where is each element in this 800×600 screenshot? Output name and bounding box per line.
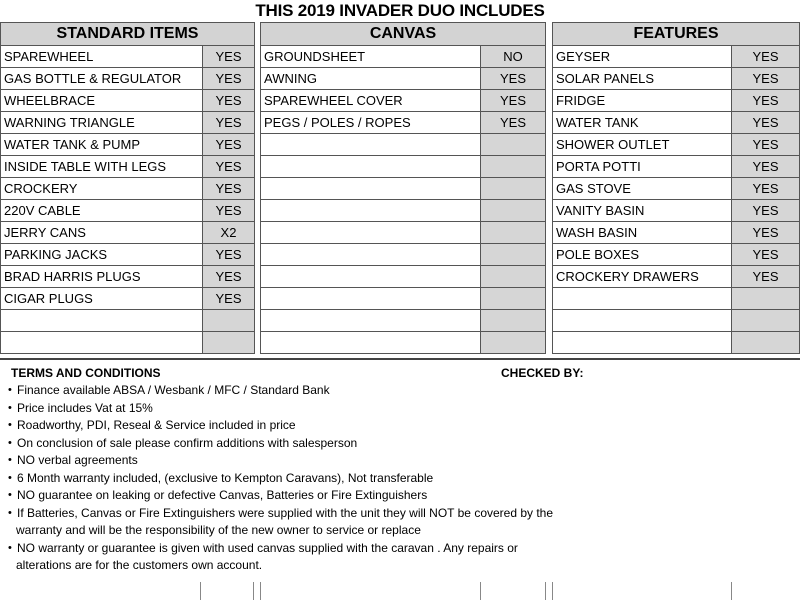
table-row: [261, 178, 546, 200]
terms-item: [8, 557, 608, 575]
item-name: [1, 332, 203, 354]
item-name: GEYSER: [553, 46, 732, 68]
table-row: [1, 266, 255, 288]
bullet-icon: •: [8, 489, 12, 501]
item-name: FRIDGE: [553, 90, 732, 112]
item-name: SPAREWHEEL: [1, 46, 203, 68]
table-row: [553, 222, 800, 244]
item-value: YES: [203, 288, 255, 310]
item-value: [732, 288, 800, 310]
table-row: [261, 222, 546, 244]
item-value: YES: [203, 46, 255, 68]
table-row: [261, 68, 546, 90]
table-row: [261, 134, 546, 156]
item-name: WHEELBRACE: [1, 90, 203, 112]
terms-item: [8, 417, 608, 435]
terms-text: Finance available ABSA / Wesbank / MFC / Standard Bank: [17, 383, 330, 397]
terms-item: [8, 382, 608, 400]
terms-item: [8, 505, 608, 523]
item-name: GAS BOTTLE & REGULATOR: [1, 68, 203, 90]
item-name: [261, 332, 481, 354]
table-row: [1, 244, 255, 266]
table-row: [261, 156, 546, 178]
item-value: [481, 288, 546, 310]
bullet-icon: •: [8, 471, 12, 484]
item-value: [481, 244, 546, 266]
item-name: JERRY CANS: [1, 222, 203, 244]
item-value: [481, 178, 546, 200]
item-name: [261, 310, 481, 332]
item-value: YES: [732, 46, 800, 68]
terms-item: [8, 400, 608, 418]
terms-text: If Batteries, Canvas or Fire Extinguishers were supplied with the unit they will NOT be covered by the: [17, 505, 554, 520]
item-value: [481, 134, 546, 156]
item-value: YES: [732, 156, 800, 178]
table-row: [261, 112, 546, 134]
item-value: [203, 332, 255, 354]
item-value: [732, 332, 800, 354]
item-value: YES: [732, 178, 800, 200]
item-name: [553, 310, 732, 332]
table-row: [261, 266, 546, 288]
item-name: POLE BOXES: [553, 244, 732, 266]
canvas-table: [260, 22, 546, 354]
terms-text: 6 Month warranty included, (exclusive to Kempton Caravans), Not transferable: [17, 470, 434, 485]
item-name: [261, 134, 481, 156]
item-value: YES: [203, 112, 255, 134]
item-name: [261, 156, 481, 178]
item-name: PORTA POTTI: [553, 156, 732, 178]
item-name: [261, 244, 481, 266]
bullet-icon: •: [8, 506, 12, 519]
table-row: [261, 310, 546, 332]
item-value: YES: [203, 68, 255, 90]
table-row: [261, 90, 546, 112]
item-name: WARNING TRIANGLE: [1, 112, 203, 134]
table-row: [553, 288, 800, 310]
table-row: [1, 46, 255, 68]
terms-section: [0, 358, 800, 590]
checked-by-label: CHECKED BY:: [501, 366, 584, 380]
item-name: SHOWER OUTLET: [553, 134, 732, 156]
table-row: [553, 266, 800, 288]
table-row: [261, 200, 546, 222]
terms-text: Price includes Vat at 15%: [17, 400, 153, 415]
bullet-icon: •: [8, 436, 12, 449]
terms-item: [8, 487, 608, 505]
table-row: [1, 200, 255, 222]
features-header: FEATURES: [553, 23, 800, 46]
table-row: [1, 134, 255, 156]
terms-list: [8, 382, 608, 575]
item-value: YES: [732, 266, 800, 288]
item-name: [261, 178, 481, 200]
item-value: YES: [203, 178, 255, 200]
table-row: [553, 310, 800, 332]
table-row: [1, 90, 255, 112]
table-row: [553, 244, 800, 266]
item-value: [481, 200, 546, 222]
footer-divider: [731, 582, 732, 600]
item-value: [732, 310, 800, 332]
item-value: YES: [203, 156, 255, 178]
table-row: [1, 156, 255, 178]
terms-text: Roadworthy, PDI, Reseal & Service included in price: [17, 418, 296, 432]
table-row: [553, 178, 800, 200]
item-value: [481, 332, 546, 354]
item-value: NO: [481, 46, 546, 68]
table-row: [1, 332, 255, 354]
item-value: YES: [481, 68, 546, 90]
item-name: PEGS / POLES / ROPES: [261, 112, 481, 134]
item-name: GROUNDSHEET: [261, 46, 481, 68]
bullet-icon: •: [8, 454, 12, 466]
footer-divider: [260, 582, 261, 600]
table-row: [1, 288, 255, 310]
item-value: X2: [203, 222, 255, 244]
item-value: YES: [203, 200, 255, 222]
table-row: [553, 332, 800, 354]
item-value: [481, 222, 546, 244]
item-name: WATER TANK & PUMP: [1, 134, 203, 156]
terms-text: NO guarantee on leaking or defective Canvas, Batteries or Fire Extinguishers: [17, 488, 428, 502]
table-row: [1, 222, 255, 244]
item-name: AWNING: [261, 68, 481, 90]
bullet-icon: •: [8, 541, 12, 554]
item-value: YES: [203, 266, 255, 288]
item-name: [261, 222, 481, 244]
item-name: [261, 266, 481, 288]
item-value: YES: [732, 134, 800, 156]
item-value: YES: [732, 68, 800, 90]
item-name: [261, 288, 481, 310]
item-name: SPAREWHEEL COVER: [261, 90, 481, 112]
item-name: BRAD HARRIS PLUGS: [1, 266, 203, 288]
item-name: SOLAR PANELS: [553, 68, 732, 90]
terms-text: NO warranty or guarantee is given with used canvas supplied with the caravan . Any repairs or: [17, 540, 518, 555]
item-name: PARKING JACKS: [1, 244, 203, 266]
item-value: YES: [732, 112, 800, 134]
item-value: [203, 310, 255, 332]
item-value: [481, 310, 546, 332]
standard-items-header: STANDARD ITEMS: [1, 23, 255, 46]
footer-grid: [0, 582, 800, 600]
terms-item: [8, 540, 608, 558]
item-name: [1, 310, 203, 332]
canvas-header: CANVAS: [261, 23, 546, 46]
table-row: [1, 310, 255, 332]
item-name: CROCKERY DRAWERS: [553, 266, 732, 288]
item-value: YES: [481, 112, 546, 134]
item-value: YES: [203, 134, 255, 156]
table-row: [1, 178, 255, 200]
item-name: CROCKERY: [1, 178, 203, 200]
bullet-icon: •: [8, 419, 12, 431]
terms-item: [8, 435, 608, 453]
item-name: VANITY BASIN: [553, 200, 732, 222]
table-row: [553, 200, 800, 222]
terms-text: warranty and will be the responsibility of the new owner to service or replace: [16, 523, 421, 537]
terms-title: TERMS AND CONDITIONS: [11, 366, 161, 380]
footer-divider: [545, 582, 546, 600]
bullet-icon: •: [8, 384, 12, 396]
terms-item: [8, 470, 608, 488]
item-value: [481, 266, 546, 288]
bullet-icon: •: [8, 401, 12, 414]
table-row: [261, 244, 546, 266]
footer-divider: [552, 582, 553, 600]
table-row: [1, 112, 255, 134]
item-value: YES: [732, 244, 800, 266]
terms-text: On conclusion of sale please confirm additions with salesperson: [17, 435, 358, 450]
item-value: YES: [203, 90, 255, 112]
table-row: [553, 68, 800, 90]
item-name: [553, 288, 732, 310]
table-row: [261, 288, 546, 310]
table-row: [553, 156, 800, 178]
features-table: [552, 22, 800, 354]
item-value: [481, 156, 546, 178]
table-row: [261, 46, 546, 68]
item-name: WATER TANK: [553, 112, 732, 134]
item-value: YES: [481, 90, 546, 112]
item-value: YES: [732, 90, 800, 112]
item-name: [261, 200, 481, 222]
table-row: [553, 134, 800, 156]
standard-items-table: [0, 22, 255, 354]
item-name: INSIDE TABLE WITH LEGS: [1, 156, 203, 178]
item-name: WASH BASIN: [553, 222, 732, 244]
table-row: [553, 90, 800, 112]
item-value: YES: [203, 244, 255, 266]
item-value: YES: [732, 222, 800, 244]
terms-text: alterations are for the customers own account.: [16, 558, 263, 572]
document-title: THIS 2019 INVADER DUO INCLUDES: [255, 1, 545, 20]
item-name: 220V CABLE: [1, 200, 203, 222]
terms-text: NO verbal agreements: [17, 453, 138, 467]
terms-item: [8, 452, 608, 470]
footer-divider: [480, 582, 481, 600]
item-value: YES: [732, 200, 800, 222]
item-name: [553, 332, 732, 354]
footer-divider: [253, 582, 254, 600]
footer-divider: [200, 582, 201, 600]
table-row: [261, 332, 546, 354]
item-name: CIGAR PLUGS: [1, 288, 203, 310]
item-name: GAS STOVE: [553, 178, 732, 200]
table-row: [1, 68, 255, 90]
table-row: [553, 46, 800, 68]
terms-item: [8, 522, 608, 540]
table-row: [553, 112, 800, 134]
